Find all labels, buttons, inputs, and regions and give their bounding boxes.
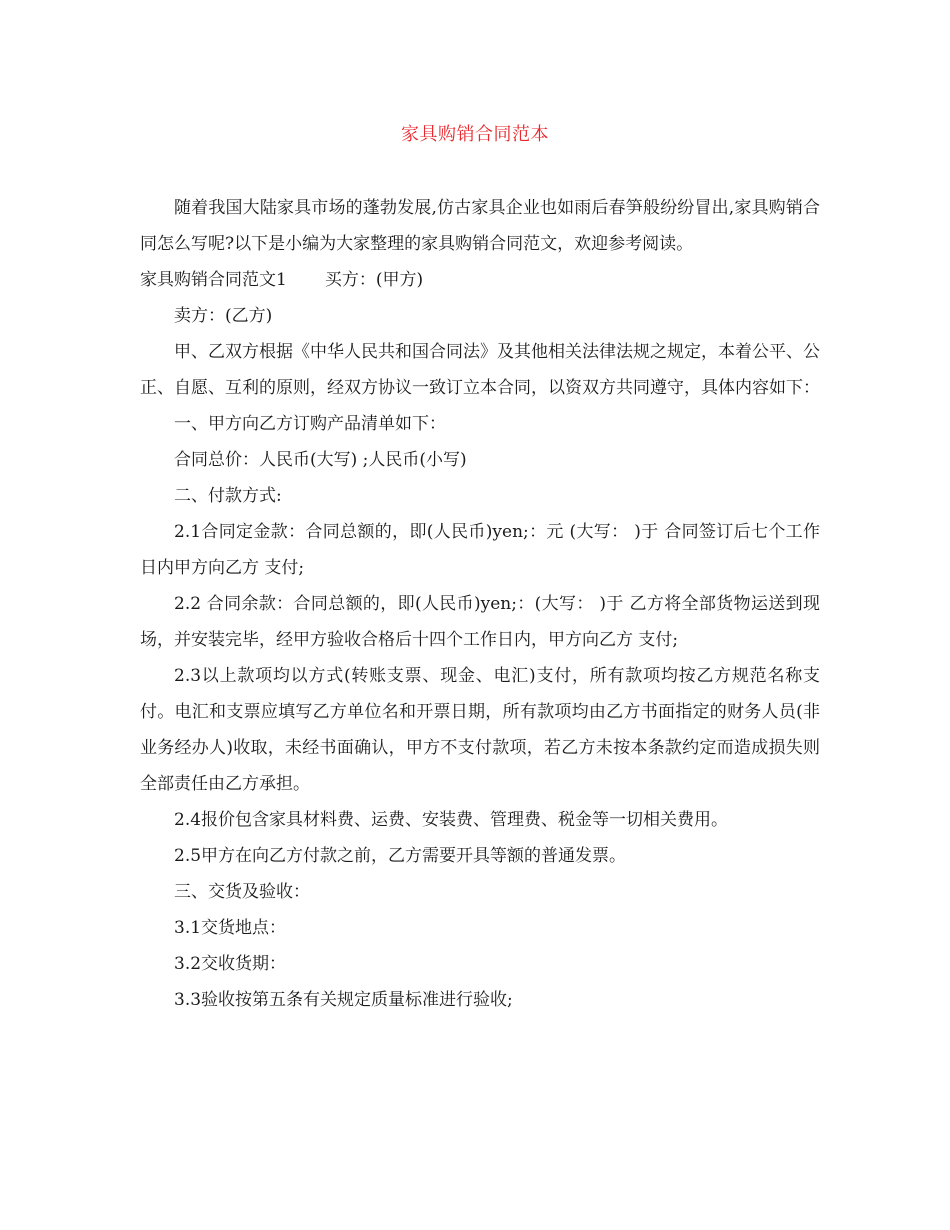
seller-label: 卖方：(乙方) <box>174 306 273 326</box>
section-one-heading: 一、甲方向乙方订购产品清单如下： <box>174 414 446 434</box>
document-body <box>140 190 820 1018</box>
clause-3-3: 3.3验收按第五条有关规定质量标准进行验收; <box>174 990 513 1010</box>
clause-3-1: 3.1交货地点： <box>174 918 287 938</box>
buyer-label: 买方：(甲方) <box>324 270 424 290</box>
preamble-paragraph: 甲、乙双方根据《中华人民共和国合同法》及其他相关法律法规之规定，本着公平、公正、自愿、互利的原则，经双方协议一致订立本合同，以资双方共同遵守，具体内容如下： <box>140 342 820 398</box>
intro-paragraph: 随着我国大陆家具市场的蓬勃发展,仿古家具企业也如雨后春笋般纷纷冒出,家具购销合同怎么写呢?以下是小编为大家整理的家具购销合同范文，欢迎参考阅读。 <box>140 198 820 254</box>
clause-2-5: 2.5甲方在向乙方付款之前，乙方需要开具等额的普通发票。 <box>174 846 627 866</box>
clause-3-2: 3.2交收货期： <box>174 954 287 974</box>
total-price-line: 合同总价：人民币(大写) ;人民币(小写) <box>174 450 467 470</box>
clause-2-2: 2.2 合同余款：合同总额的，即(人民币)yen;：(大写： )于 乙方将全部货物运送到现场，并安装完毕，经甲方验收合格后十四个工作日内，甲方向乙方 支付; <box>140 594 820 650</box>
clause-2-3: 2.3以上款项均以方式(转账支票、现金、电汇)支付，所有款项均按乙方规范名称支付。电汇和支票应填写乙方单位名和开票日期，所有款项均由乙方书面指定的财务人员(非业务经办人)收取，未经书面确认，甲方不支付款项，若乙方未按本条款约定而造成损失则全部责任由乙方承担。 <box>140 666 820 794</box>
contract-heading-line <box>140 262 820 298</box>
clause-2-1: 2.1合同定金款：合同总额的，即(人民币)yen;：元 (大写： )于 合同签订后七个工作日内甲方向乙方 支付; <box>140 522 820 578</box>
section-two-heading: 二、付款方式: <box>174 486 282 506</box>
document-title: 家具购销合同范本 <box>401 124 549 145</box>
clause-2-4: 2.4报价包含家具材料费、运费、安装费、管理费、税金等一切相关费用。 <box>174 810 729 830</box>
section-three-heading: 三、交货及验收： <box>174 882 310 902</box>
contract-heading: 家具购销合同范文1 <box>140 270 287 290</box>
